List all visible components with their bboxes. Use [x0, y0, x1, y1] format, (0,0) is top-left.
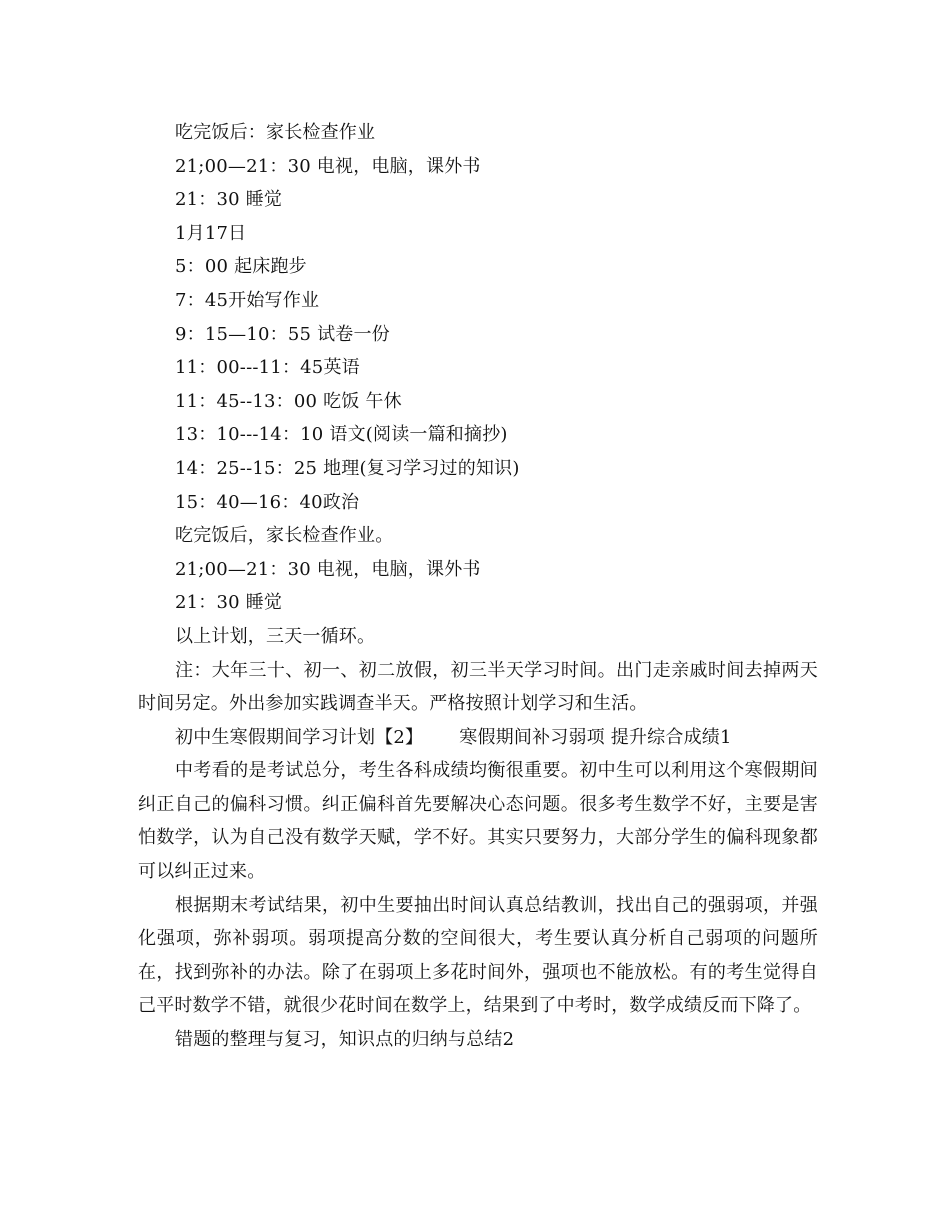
schedule-line: 15：40—16：40政治	[175, 491, 360, 513]
schedule-line: 7：45开始写作业	[175, 289, 320, 311]
note-paragraph: 注：大年三十、初一、初二放假，初三半天学习时间。出门走亲戚时间去掉两天时间另定。外出参加实践调查半天。严格按照计划学习和生活。	[138, 659, 818, 715]
schedule-line: 5：00 起床跑步	[175, 256, 307, 278]
document-body	[138, 116, 818, 1057]
schedule-line: 吃完饭后：家长检查作业	[175, 122, 376, 143]
schedule-summary: 以上计划，三天一循环。	[175, 625, 376, 647]
schedule-line: 21;00—21：30 电视，电脑，课外书	[175, 558, 481, 580]
section-title	[138, 721, 818, 755]
final-line: 错题的整理与复习，知识点的归纳与总结2	[175, 1029, 515, 1051]
section-title-left: 初中生寒假期间学习计划【2】	[175, 726, 424, 748]
schedule-line: 13：10---14：10 语文(阅读一篇和摘抄)	[175, 424, 508, 446]
schedule-line: 21：30 睡觉	[175, 592, 283, 614]
schedule-line: 9：15—10：55 试卷一份	[175, 323, 390, 345]
section-title-right: 寒假期间补习弱项 提升综合成绩1	[459, 726, 732, 748]
schedule-line: 14：25--15：25 地理(复习学习过的知识)	[175, 457, 520, 479]
schedule-line: 吃完饭后，家长检查作业。	[175, 525, 394, 547]
schedule-line: 21;00—21：30 电视，电脑，课外书	[175, 155, 481, 177]
schedule-line: 11：00---11：45英语	[175, 357, 360, 379]
schedule-date: 1月17日	[175, 222, 247, 244]
body-paragraph: 根据期末考试结果，初中生要抽出时间认真总结教训，找出自己的强弱项，并强化强项，弥补弱项。弱项提高分数的空间很大，考生要认真分析自己弱项的问题所在，找到弥补的办法。除了在弱项上多花时间外，强项也不能放松。有的考生觉得自己平时数学不错，就很少花时间在数学上，结果到了中考时，数学成绩反而下降了。	[138, 894, 818, 1017]
schedule-line: 11：45--13：00 吃饭 午休	[175, 390, 402, 412]
body-paragraph: 中考看的是考试总分，考生各科成绩均衡很重要。初中生可以利用这个寒假期间纠正自己的偏科习惯。纠正偏科首先要解决心态问题。很多考生数学不好，主要是害怕数学，认为自己没有数学天赋，学不好。其实只要努力，大部分学生的偏科现象都可以纠正过来。	[138, 760, 818, 883]
schedule-line: 21：30 睡觉	[175, 189, 283, 211]
